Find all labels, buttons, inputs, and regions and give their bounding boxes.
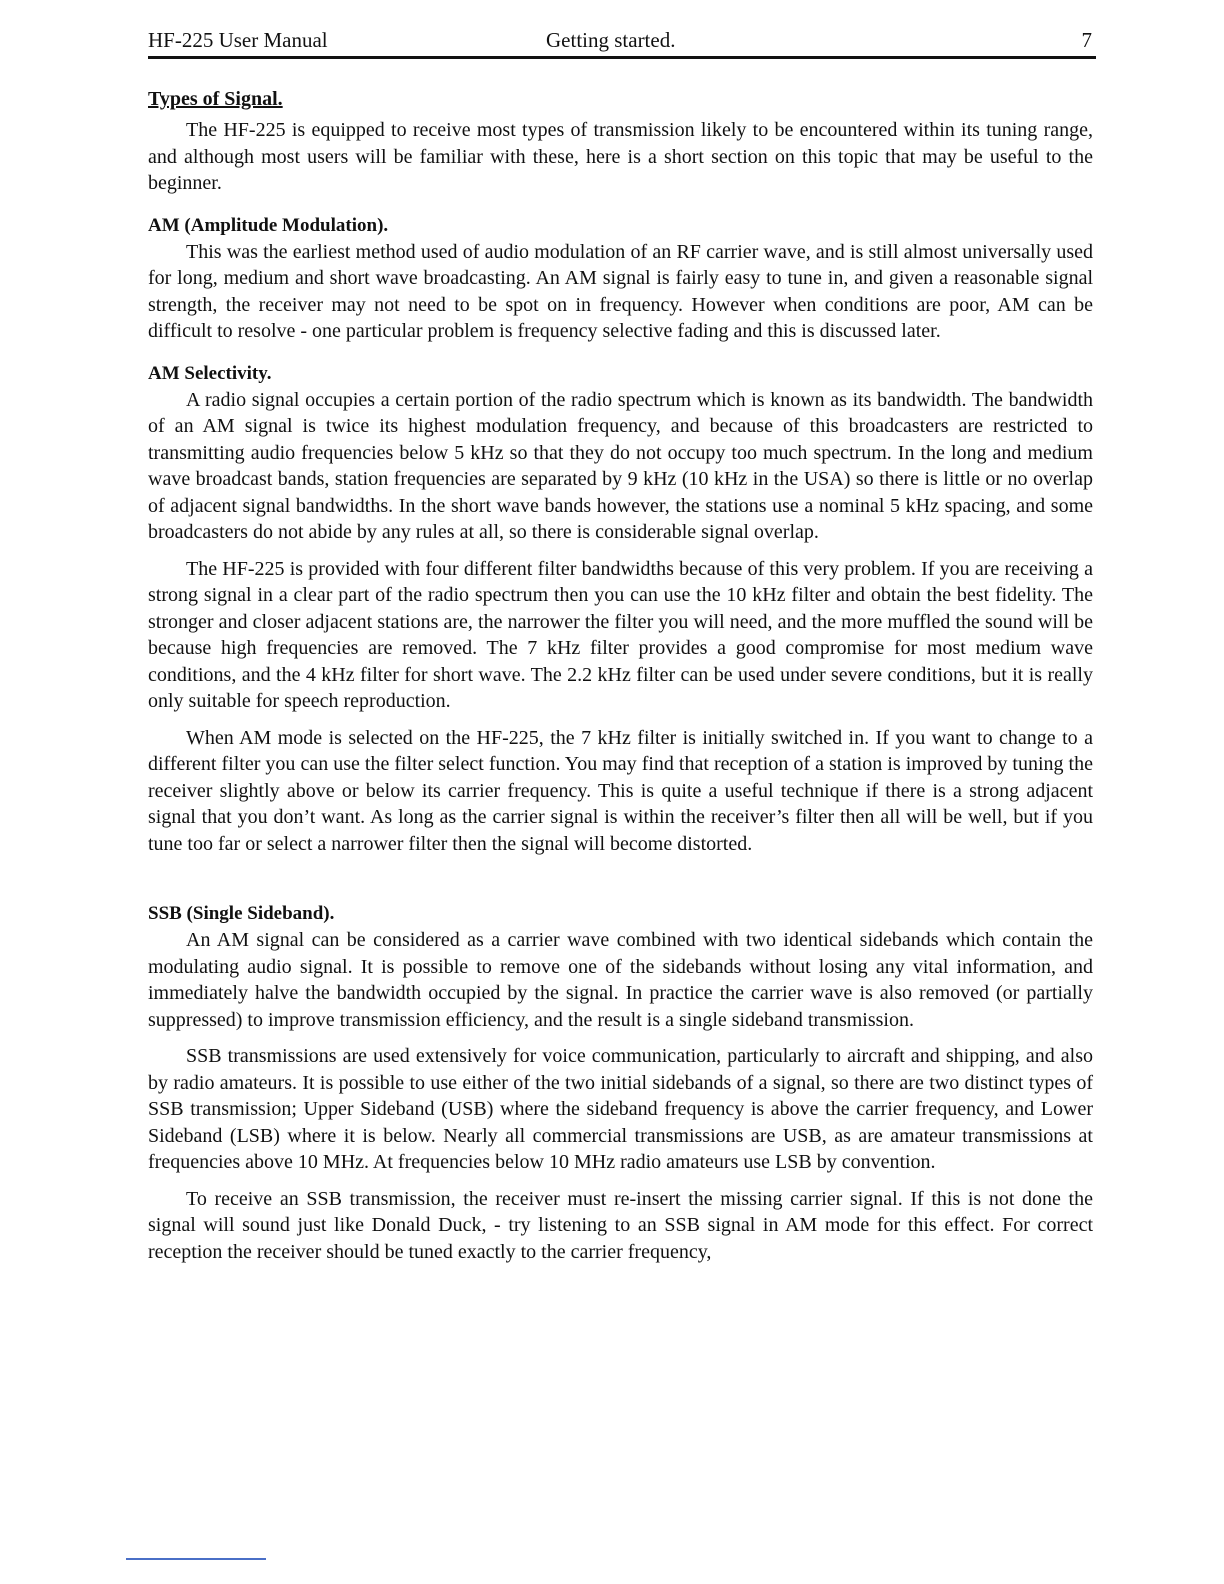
ssb-section [148, 903, 1093, 1265]
intro-paragraph: The HF-225 is equipped to receive most types of transmission likely to be encountered within its tuning range, and although most users will be familiar with these, here is a short section on this topic that may be useful to the beginner. [148, 119, 1093, 194]
selectivity-paragraph-1: A radio signal occupies a certain portion of the radio spectrum which is known as its bandwidth. The bandwidth of an AM signal is twice its highest modulation frequency, and because of this broadcasters are restricted to transmitting audio frequencies below 5 kHz so that they do not occupy too much spectrum. In the long and medium wave broadcast bands, station frequencies are separated by 9 kHz (10 kHz in the USA) so there is little or no overlap of adjacent signal bandwidths. In the short wave bands however, the stations use a nominal 5 kHz spacing, and some broadcasters do not abide by any rules at all, so there is considerable signal overlap. [148, 388, 1093, 543]
header-chapter-title: Getting started. [546, 28, 676, 52]
ssb-paragraph-2: SSB transmissions are used extensively for voice communication, particularly to aircraft and shipping, and also by radio amateurs. It is possible to use either of the two initial sidebands of a signal, so there are two distinct types of SSB transmission; Upper Sideband (USB) where the sideband frequency is above the carrier frequency, and Lower Sideband (LSB) where it is below. Nearly all commercial transmissions are USB, as are amateur transmissions at frequencies above 10 MHz. At frequencies below 10 MHz radio amateurs use LSB by convention. [148, 1045, 1093, 1173]
am-heading: AM (Amplitude Modulation). [148, 214, 389, 236]
ssb-heading: SSB (Single Sideband). [148, 903, 335, 924]
selectivity-paragraph-3: When AM mode is selected on the HF-225, the 7 kHz filter is initially switched in. If you want to change to a different filter you can use the filter select function. You may find that reception of a station is improved by tuning the receiver slightly above or below its carrier frequency. This is quite a useful technique if there is a strong adjacent signal that you don’t want. As long as the carrier signal is within the receiver’s filter then all will be well, but if you tune too far or select a narrower filter then the signal will become distorted. [148, 726, 1093, 855]
page-header [148, 26, 1096, 59]
selectivity-paragraph-2: The HF-225 is provided with four different filter bandwidths because of this very problem. If you are receiving a strong signal in a clear part of the radio spectrum then you can use the 10 kHz filter and obtain the best fidelity. The stronger and closer adjacent stations are, the narrower the filter you will need, and the more muffled the sound will be because high frequencies are removed. The 7 kHz filter provides a good compromise for most medium wave conditions, and the 4 kHz filter for short wave. The 2.2 kHz filter can be used under severe conditions, but it is really only suitable for speech reproduction. [148, 557, 1093, 712]
am-section [148, 215, 1093, 345]
am-selectivity-heading: AM Selectivity. [148, 362, 272, 384]
am-selectivity-section [148, 363, 1093, 858]
page-body [148, 88, 1093, 1265]
section-title: Types of Signal. [148, 88, 283, 110]
ssb-paragraph-3: To receive an SSB transmission, the receiver must re-insert the missing carrier signal. If this is not done the signal will sound just like Donald Duck, - try listening to an SSB signal in AM mode for this effect. For correct reception the receiver should be tuned exactly to the carrier frequency, [148, 1187, 1093, 1263]
am-paragraph: This was the earliest method used of audio modulation of an RF carrier wave, and is still almost universally used for long, medium and short wave broadcasting. An AM signal is fairly easy to tune in, and given a reasonable signal strength, the receiver may not need to be spot on in frequency. However when conditions are poor, AM can be difficult to resolve - one particular problem is frequency selective fading and this is discussed later. [148, 240, 1093, 342]
page-number: 7 [1081, 28, 1092, 52]
ssb-paragraph-1: An AM signal can be considered as a carrier wave combined with two identical sidebands which contain the modulating audio signal. It is possible to remove one of the sidebands without losing any vital information, and immediately halve the bandwidth occupied by the signal. In practice the carrier wave is also removed (or partially suppressed) to improve transmission efficiency, and the result is a single sideband transmission. [148, 929, 1093, 1031]
footnote-divider [126, 1558, 266, 1560]
header-manual-title: HF-225 User Manual [148, 28, 328, 52]
